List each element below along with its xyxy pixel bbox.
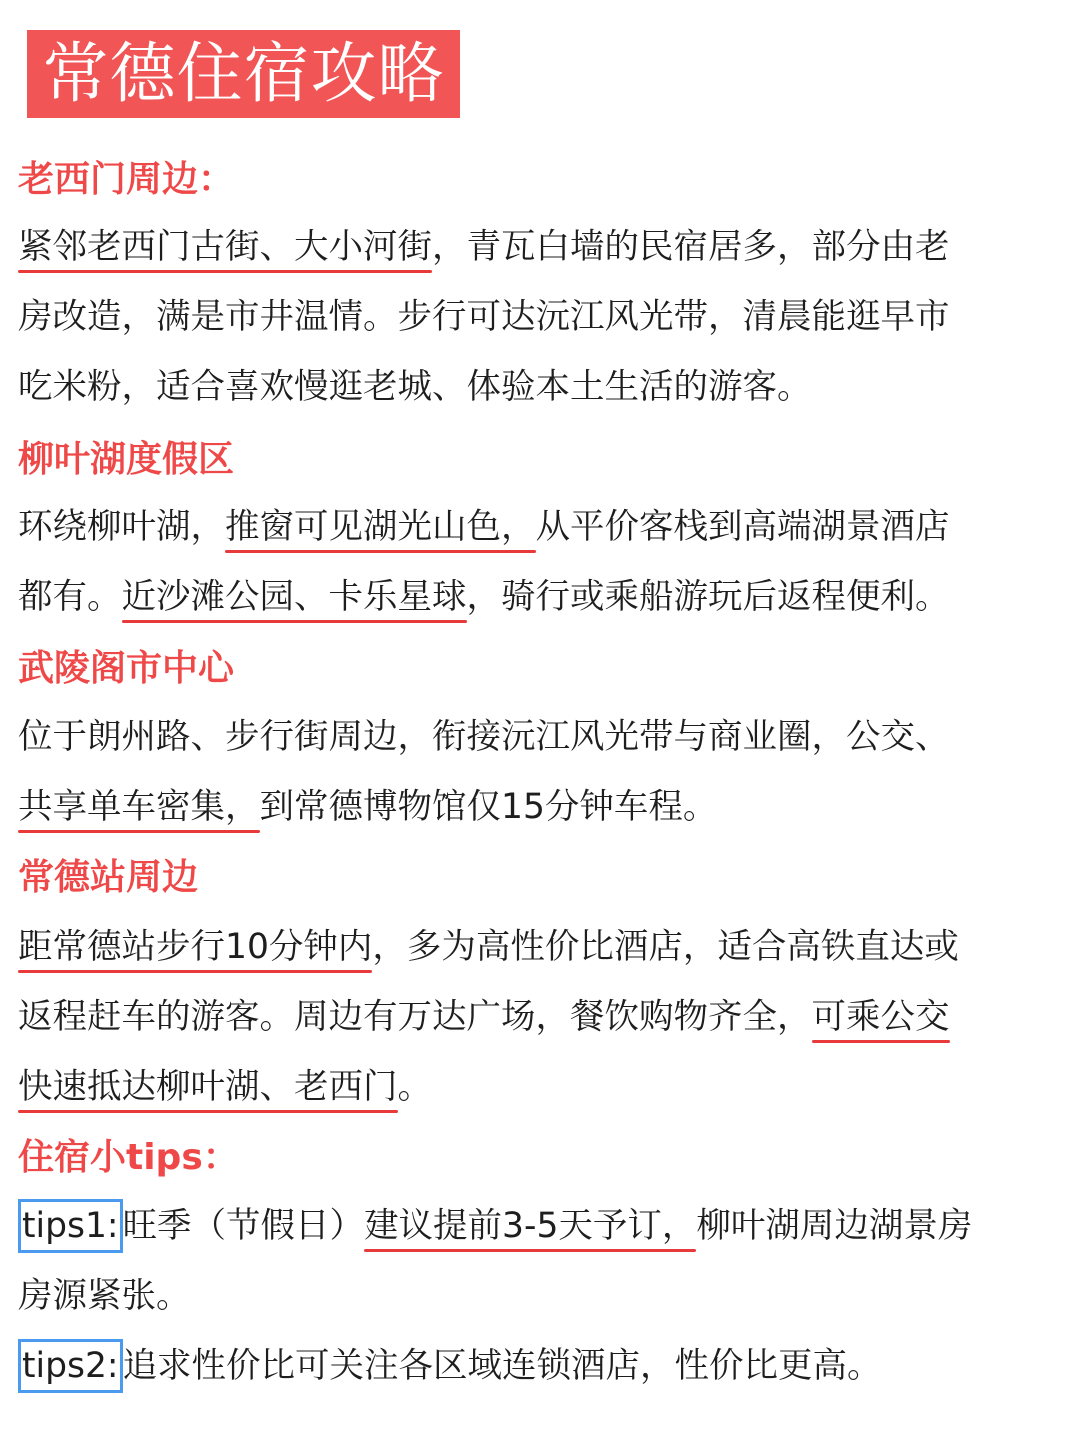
text-line xyxy=(18,1052,1068,1122)
text-line xyxy=(18,912,1068,982)
tip-label: tips2: xyxy=(18,1339,123,1393)
underlined-text: 可乘公交 xyxy=(811,997,950,1037)
text-line: 位于朗州路、步行街周边，衔接沅江风光带与商业圈，公交、 xyxy=(18,717,950,757)
text-line xyxy=(18,1331,1068,1401)
text-segment: ，骑行或乘船游玩后返程便利。 xyxy=(466,577,950,617)
text-segment: 环绕柳叶湖， xyxy=(18,507,225,547)
text-line xyxy=(18,772,1068,842)
text-line: 房改造，满是市井温情。步行可达沅江风光带，清晨能逛早市 xyxy=(18,297,950,337)
underlined-text: 建议提前3-5天予订， xyxy=(364,1206,697,1246)
section-heading-wulingge: 武陵阁市中心 xyxy=(18,648,235,689)
text-line xyxy=(18,562,1068,632)
page-title: 常德住宿攻略 xyxy=(42,35,445,112)
section-body-wulingge xyxy=(18,702,1068,842)
section-heading-tips: 住宿小tips： xyxy=(18,1137,239,1178)
text-line xyxy=(18,492,1068,562)
text-line: 房源紧张。 xyxy=(18,1276,191,1316)
tip-2 xyxy=(18,1331,1068,1401)
underlined-text: 近沙滩公园、卡乐星球 xyxy=(121,577,467,617)
text-segment: ，青瓦白墙的民宿居多，部分由老 xyxy=(432,227,950,267)
section-body-liuyehu xyxy=(18,492,1068,632)
section-heading-changdezhan: 常德站周边 xyxy=(18,857,199,898)
section-heading-laoximen: 老西门周边： xyxy=(18,159,235,200)
text-segment: 都有。 xyxy=(18,577,122,617)
section-body-changdezhan xyxy=(18,912,1068,1122)
text-segment: 返程赶车的游客。周边有万达广场，餐饮购物齐全， xyxy=(18,997,812,1037)
text-line xyxy=(18,1191,1068,1261)
underlined-text: 共享单车密集， xyxy=(18,787,260,827)
text-line: 吃米粉，适合喜欢慢逛老城、体验本土生活的游客。 xyxy=(18,367,812,407)
text-line xyxy=(18,212,1068,282)
title-banner xyxy=(27,30,460,118)
underlined-text: 推窗可见湖光山色， xyxy=(225,507,536,547)
text-line xyxy=(18,982,1068,1052)
text-segment: 柳叶湖周边湖景房 xyxy=(696,1206,973,1246)
tip-1 xyxy=(18,1191,1068,1331)
text-segment: 追求性价比可关注各区域连锁酒店，性价比更高。 xyxy=(122,1346,882,1386)
underlined-text: 紧邻老西门古街、大小河街 xyxy=(18,227,432,267)
text-segment: 到常德博物馆仅15分钟车程。 xyxy=(259,787,718,827)
section-body-laoximen xyxy=(18,212,1068,422)
text-segment: 。 xyxy=(397,1067,432,1107)
underlined-text: 距常德站步行10分钟内 xyxy=(18,927,373,967)
text-segment: 旺季（节假日） xyxy=(122,1206,365,1246)
section-heading-liuyehu: 柳叶湖度假区 xyxy=(18,439,235,480)
underlined-text: 快速抵达柳叶湖、老西门 xyxy=(18,1067,398,1107)
tip-label: tips1: xyxy=(18,1199,123,1253)
text-segment: ，多为高性价比酒店，适合高铁直达或 xyxy=(372,927,959,967)
text-segment: 从平价客栈到高端湖景酒店 xyxy=(535,507,950,547)
